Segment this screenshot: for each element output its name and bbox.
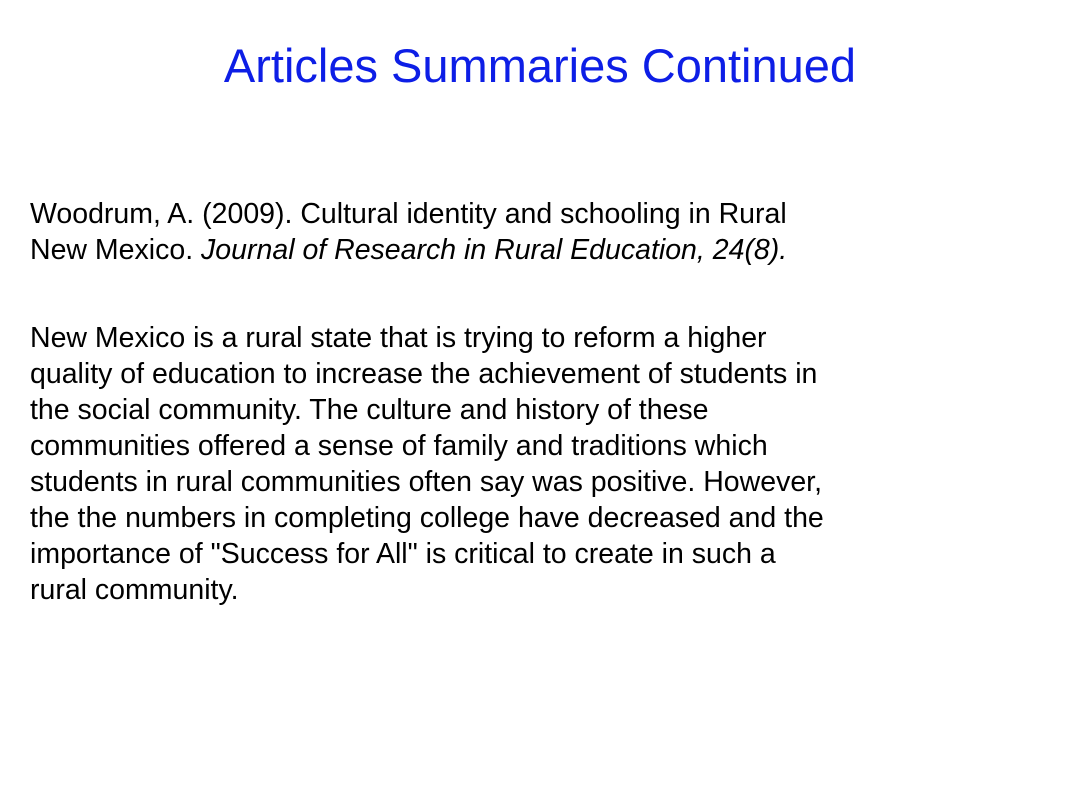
summary-paragraph (30, 320, 1040, 608)
citation-line-2 (30, 232, 1040, 268)
summary-line: the social community. The culture and history of these (30, 394, 709, 426)
summary-line: importance of "Success for All" is critical to create in such a (30, 538, 776, 570)
citation-journal: Journal of Research in Rural Education, 24(8). (201, 234, 788, 266)
summary-line: students in rural communities often say was positive. However, (30, 466, 823, 498)
slide-title: Articles Summaries Continued (223, 39, 857, 92)
summary-line: rural community. (30, 574, 239, 606)
summary-line: quality of education to increase the achievement of students in (30, 358, 818, 390)
citation-line-1: Woodrum, A. (2009). Cultural identity and schooling in Rural (30, 198, 787, 230)
summary-line: the the numbers in completing college have decreased and the (30, 502, 824, 534)
citation-location: New Mexico. (30, 234, 194, 266)
summary-line: New Mexico is a rural state that is trying to reform a higher (30, 322, 767, 354)
summary-line: communities offered a sense of family and traditions which (30, 430, 768, 462)
citation (30, 196, 1040, 268)
